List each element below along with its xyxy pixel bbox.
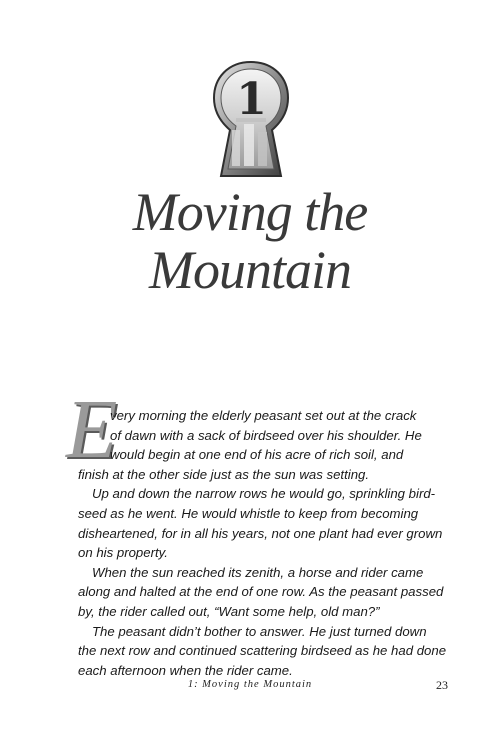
body-line: When the sun reached its zenith, a horse and rider came — [92, 564, 424, 580]
body-line: would begin at one end of his acre of rich soil, and — [110, 447, 404, 463]
body-line: The peasant didn’t bother to answer. He just turned down — [92, 623, 427, 639]
body-line: on his property. — [78, 545, 168, 561]
body-text — [78, 406, 448, 680]
body-line: each afternoon when the rider came. — [78, 662, 293, 678]
body-line: of dawn with a sack of birdseed over his shoulder. He — [110, 427, 422, 443]
body-line: by, the rider called out, “Want some help, old man?” — [78, 603, 380, 619]
running-footer-title: 1: Moving the Mountain — [187, 679, 313, 690]
chapter-number: 1 — [236, 74, 266, 125]
body-line: finish at the other side just as the sun was setting. — [78, 466, 370, 482]
body-line: disheartened, for in all his years, not one plant had ever grown — [78, 525, 443, 541]
body-line: Up and down the narrow rows he would go, sprinkling bird- — [92, 486, 436, 502]
body-line: very morning the elderly peasant set out at the crack — [110, 408, 417, 423]
body-line: seed as he went. He would whistle to keep from becoming — [78, 505, 419, 521]
chapter-title-line-2: Mountain — [149, 240, 351, 300]
body-line: the next row and continued scattering birdseed as he had done — [78, 643, 447, 659]
page-number: 23 — [436, 678, 448, 692]
keyhole-chapter-emblem — [210, 60, 292, 180]
drop-cap: E — [66, 383, 118, 476]
chapter-title-line-1: Moving the — [132, 182, 368, 242]
body-line: along and halted at the end of one row. As the peasant passed — [78, 584, 444, 600]
